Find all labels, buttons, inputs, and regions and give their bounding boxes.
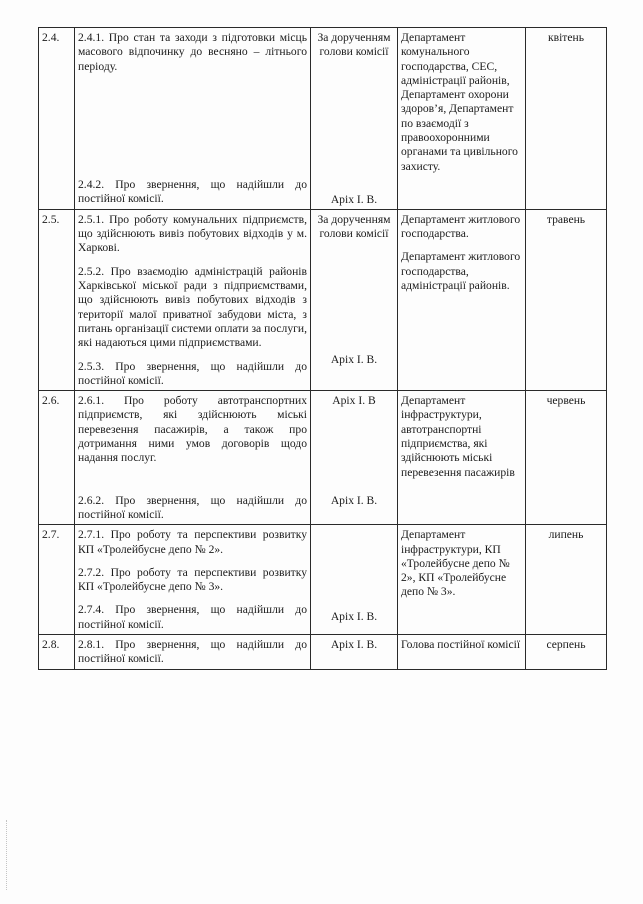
table-row (39, 525, 607, 635)
row-number: 2.8. (39, 635, 75, 670)
month-cell: травень (526, 209, 607, 390)
month-cell: квітень (526, 28, 607, 210)
row-number: 2.4. (39, 28, 75, 210)
executors-cell: Департамент інфраструктури, КП «Тролейбусне депо № 2», КП «Тролейбусне депо № 3». (398, 525, 526, 635)
row-number: 2.5. (39, 209, 75, 390)
responsible-cell (311, 391, 398, 525)
responsible-person: Аріх І. В. (330, 353, 378, 367)
executor-entry: Департамент житлового господарства. (401, 212, 521, 241)
topic-cell (75, 28, 311, 210)
row-number: 2.7. (39, 525, 75, 635)
responsible-person: Аріх І. В. (330, 610, 378, 624)
agenda-item: 2.7.1. Про роботу та перспективи розвитку КП «Тролейбусне депо № 2». (78, 528, 307, 556)
executors-cell: Департамент інфраструктури, автотранспортні підприємства, які здійснюють міські перевезення пасажирів (398, 391, 526, 525)
topic-cell (75, 525, 311, 635)
responsible-cell (311, 525, 398, 635)
agenda-item: 2.8.1. Про звернення, що надійшли до постійної комісії. (78, 638, 307, 666)
executors-cell: Голова постійної комісії (398, 635, 526, 670)
topic-cell (75, 391, 311, 525)
responsible-person: Аріх І. В (332, 394, 376, 408)
responsible-cell (311, 209, 398, 390)
agenda-item: 2.4.1. Про стан та заходи з підготовки місць масового відпочинку до весняно – літнього періоду. (78, 31, 307, 73)
month-cell: липень (526, 525, 607, 635)
month-cell: червень (526, 391, 607, 525)
table-row (39, 391, 607, 525)
responsible-cell (311, 28, 398, 210)
agenda-item: 2.4.2. Про звернення, що надійшли до постійної комісії. (78, 177, 307, 206)
topic-cell (75, 209, 311, 390)
executors-cell (398, 209, 526, 390)
agenda-item: 2.7.4. Про звернення, що надійшли до постійної комісії. (78, 603, 307, 631)
responsible-person: За дорученням голови комісії (317, 212, 391, 241)
work-plan-table (38, 27, 607, 670)
agenda-item: 2.5.2. Про взаємодію адміністрацій районів Харківської міської ради з підприємствами, що здійснюють вивіз побутових відходів з території малої приватної забудови міста, з питань організації системи оплати за послуги, які надаються цими підприємствами. (78, 264, 307, 350)
scan-margin-mark (6, 820, 15, 890)
table-row (39, 635, 607, 670)
executors-cell: Департамент комунального господарства, СЕС, адміністрації районів, Департамент охорони здоров’я, Департамент по взаємодії з правоохоронними органами та цивільного захисту. (398, 28, 526, 210)
table-row (39, 28, 607, 210)
row-number: 2.6. (39, 391, 75, 525)
agenda-item: 2.7.2. Про роботу та перспективи розвитку КП «Тролейбусне депо № 3». (78, 565, 307, 594)
responsible-person: Аріх І. В. (330, 192, 378, 206)
responsible-cell (311, 635, 398, 670)
topic-cell (75, 635, 311, 670)
executor-entry: Департамент житлового господарства, адміністрації районів. (401, 250, 521, 293)
agenda-item: 2.6.2. Про звернення, що надійшли до постійної комісії. (78, 493, 307, 521)
responsible-person: Аріх І. В. (330, 494, 378, 508)
agenda-item: 2.5.1. Про роботу комунальних підприємств, що здійснюють вивіз побутових відходів у м. Харкові. (78, 212, 307, 255)
agenda-item: 2.5.3. Про звернення, що надійшли до постійної комісії. (78, 359, 307, 387)
agenda-item: 2.6.1. Про роботу автотранспортних підприємств, які здійснюють міські перевезення пасажирів, а також про дотримання ними умов договорів щодо надання послуг. (78, 394, 307, 465)
month-cell: серпень (526, 635, 607, 670)
table-row (39, 209, 607, 390)
responsible-person: За дорученням голови комісії (317, 31, 391, 59)
responsible-person: Аріх І. В. (330, 638, 378, 652)
